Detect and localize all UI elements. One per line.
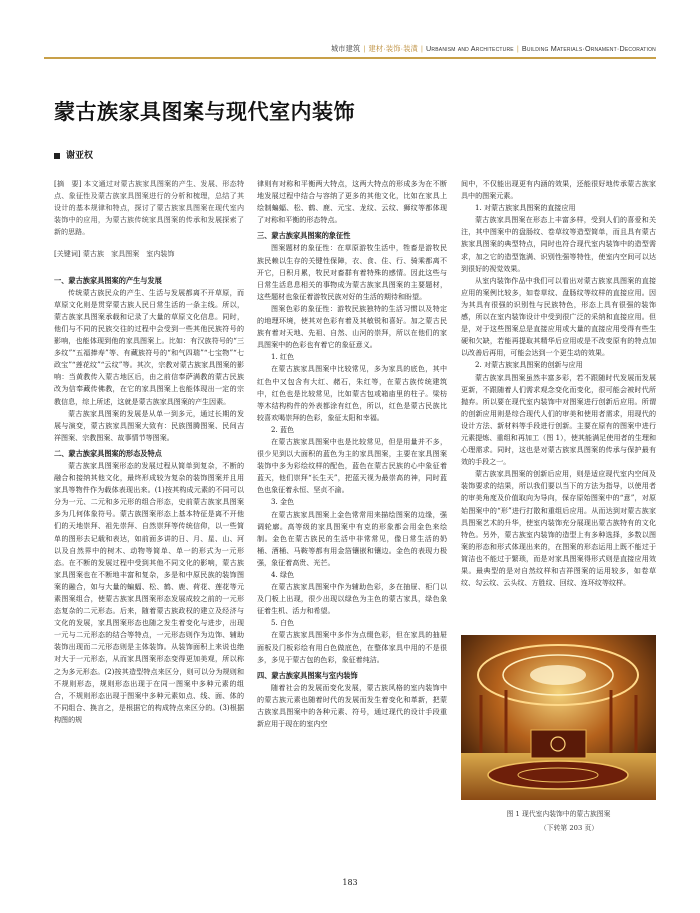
interior-photo-illustration (461, 635, 656, 800)
keywords: [关键词] 蒙古族 家具图案 室内装饰 (54, 249, 175, 259)
paragraph: 间中，不仅能出现更有内涵的效果，还能很好地传承蒙古族家具中的图案元素。 (461, 179, 656, 201)
paragraph: 传统蒙古族民众的产生、生活与发展都离不开草原，而草原文化则是贯穿蒙古族人民日常生活的一条主线。所以，蒙古族家具图案承载和记录了大量的草原文化信息。同时，他们与不同的民族交往的过程中会受到一些其他民族符号的影响，也能体现到他的家具图案上。比如：有汉族符号的“三多纹”“五福捧寿”等、有藏族符号的“和气四瑞”“七宝物”“七政宝”“莲花纹”“云纹”等。其次，宗教对蒙古族家具图案的影响：当黄教传入蒙古地区后，由之前信奉萨满教的蒙古民族改为信奉藏传佛教，在它的家具图案上也能体现出一定的宗教信息，综上所述，这就是蒙古族家具图案的产生因素。 (54, 287, 244, 406)
paragraph: 蒙古族家具图案的创新后应用，则是适应现代室内空间及装饰要求的结果，所以我们要以当下的方法为指导，以使用者的审美角度及价值取向为导向，保存原始图案中的“意”，对原始图案中的“形”进行打散和重组后应用。从而达到对蒙古族家具图案艺术的升华，使室内装饰充分展现出蒙古族特有的文化特色。另外，蒙古族室内装饰的造型上有多种选择，多数以图案的形态和形式体现出来的，在图案的形态运用上既不能过于简洁也不能过于繁琐，而是对家具图案得形式则是直接应用效果。最典型的是对自然纹样和吉祥图案的运用较多，如卷草纹、勾云纹、云头纹、方胜纹、回纹、连环纹等纹样。 (461, 469, 656, 588)
subheading-gold: 3. 金色 (271, 497, 295, 507)
author-name: 谢亚权 (66, 151, 94, 161)
header-section: 城市建筑 (330, 44, 361, 53)
subheading-green: 4. 绿色 (271, 570, 295, 579)
subheading-red: 1. 红色 (271, 352, 295, 362)
header-english-1: Urbanism and Architecture (426, 44, 514, 53)
paragraph: 图案题材的象征性：在草原游牧生活中，牲畜是游牧民族民赖以生存的关键性保障，衣、食、住、行、骑乘都离不开它，日积月累，牧民对畜群有着特殊的感情。因此这些与日常生活息息相关的事物成为蒙古族家具图案的主要题材，这些题材也象征着游牧民族对好的生活的期待和盼望。 (257, 243, 447, 301)
header-separator: | (420, 44, 424, 53)
continued-note: （下转第 203 页） (540, 824, 599, 832)
paragraph: 图案色彩的象征性：游牧民族独特的生活习惯以及特定的地理环境，使其对色彩有着及其敏锐和喜好。加之蒙古民族有着对天地、先祖、自然、山河的崇拜，所以在他们的家具图案中的色彩也有着它的象征意义。 (257, 303, 447, 350)
header-rule (44, 57, 656, 59)
author-line (54, 148, 93, 161)
header-separator: | (516, 44, 519, 53)
paragraph: 蒙古族家具图案的发展是从单一到多元，通过长期的发展与演变，蒙古族家具图案大致有：民族图腾图案、民间吉祥图案、宗教图案、故事情节等图案。 (54, 408, 244, 442)
column-2 (257, 178, 447, 730)
running-header (150, 44, 656, 54)
paragraph: 随着社会的发展而变化发展，蒙古族风格的室内装饰中的蒙古族元素也随着时代的发展而发生着变化和革新，把蒙古族家具图案中的各种元素、符号，通过现代的设计手段重新应用于现在的室内空 (257, 682, 447, 729)
section-heading-2: 二、蒙古族家具图案的形态及特点 (54, 448, 162, 458)
column-1 (54, 178, 244, 726)
paragraph: 蒙古族家具图案形态的发展过程从简单到复杂，不断的融合和接纳其他文化，最终形成较为复杂的装饰图案并且用家具等物件作为载体表现出来。(1)按其构成元素的不同可以分为一元、二元和多元形的组合形态，史前蒙古族家具图案多为几何体象符号。蒙古族图案形态上基本特征是离不开他们的天地崇拜、祖先崇拜、自然崇拜等传统信仰，以一些简单的图形去记载和表达，如前面多讲的日、月、星、山、河以及自然界中的树木、动物等简单、单一的形式为一元形态。在不断的发展过程中受到其他不同文化的影响，蒙古族家具图案也在不断地丰富和复杂，多是和中原民族的装饰图案的融合，如与大量的蝙蝠、松、鹤、鹿、荷花、莲花等元素图案组合，使蒙古族家具图案形态发展成较之前的一元形态复杂的二元形态。后来，随着蒙古族政权的建立及经济与文化的发展，家具图案形态也随之发生着变化与进步，出现一元与二元形态的结合等特点，一元形态则作为边饰、辅助装饰出现而二元形态则是主体装饰。从装饰面积上来说也绝对大于一元形态，从而家具图案形态变得更加美观，所以称之为多元形态。(2)按其造型特点来区分，则可以分为规则和不规则形态，规则形态出现于在同一图案中多种元素的组合，不规则形态出现于图案中多种元素如点、线、面、体的不同组合、换言之，是根据它的构成特点来区分的。(3)根据构图的规 (54, 460, 244, 724)
paragraph: 在蒙古族家具图案中作为辅助色彩，多在抽屉、柜门以及门板上出现，很少出现以绿色为主色的蒙古家具，绿色象征着生机、活力和希望。 (257, 582, 447, 616)
paragraph: 律则有对称和平衡两大特点，这两大特点的形成多为在不断地发展过程中结合与容纳了更多的其他文化，比如在家具上绘制蝙蝠、松、鹤、鹿、元宝、龙纹、云纹、狮纹等都体现了对称和平衡的形态特点。 (257, 179, 447, 225)
paragraph: 从室内装饰作品中我们可以看出对蒙古族家具图案的直接应用的案例比较多，如卷草纹、盘肠纹等纹样的直接应用。因为其具有很强的识别性与民族特色，形态上具有很强的装饰感，所以在室内装饰设计中受到很广泛的采纳和直接应用。但是，对于这些图案总是直接应用或大量的直接应用受得有些生硬和欠缺，若能再提取其精华后应用或是不改变原有的特点加以改善后再用，可能会达到一个更生动的效果。 (461, 275, 656, 358)
subheading-white: 5. 白色 (271, 618, 295, 628)
article-title: 蒙古族家具图案与现代室内装饰 (54, 100, 355, 124)
paragraph: 在蒙古族家具图案中也是比较常见，但是用量并不多，很少见到以大面积的蓝色为主的家具图案，主要在家具图案装饰中多为彩绘纹样的配色，蓝色在蒙古民族的心中象征着蓝天，他们崇拜“长生天”，把蓝天视为最崇高的神，同时蓝色也象征着永恒、坚贞不渝。 (257, 436, 447, 495)
header-separator: | (363, 44, 366, 53)
header-english-2: Building Materials·Ornament·Decoration (521, 44, 656, 53)
subheading-blue: 2. 蓝色 (271, 424, 295, 434)
interior-photo (461, 635, 656, 800)
author-bullet (54, 153, 60, 159)
section-heading-4: 四、蒙古族家具图案与室内装饰 (257, 670, 358, 680)
abstract: [摘 要] 本文通过对蒙古族家具图案的产生、发展、形态特点、象征性及蒙古族家具图案进行的分析和梳理，总结了其设计的基本规律和特点，探讨了蒙古族家具图案在现代室内装饰中的应用，为蒙古族传统家具图案的传承和发展探索了新的思路。 (54, 179, 244, 237)
subheading-direct-application: 1. 对蒙古族家具图案的直接应用 (475, 203, 576, 213)
section-heading-3: 三、蒙古族家具图案的象征性 (257, 231, 351, 241)
subheading-innovation: 2. 对蒙古族家具图案的创新与应用 (475, 360, 583, 370)
section-heading-1: 一、蒙古族家具图案的产生与发展 (54, 275, 162, 285)
figure-caption: 图 1 现代室内装饰中的蒙古族图案 (506, 810, 611, 818)
paragraph: 在蒙古族家具图案上金色常常用来描绘图案的边缘，强调轮廓。高等级的家具图案中有克的形象都会用金色来绘制。金色在蒙古族民的生活中非常常见，像日常生活的奶桶、酒桶、马鞍等都有用金箔镶嵌和镶边。金色的表现力极强，象征着高贵、光芒。 (257, 509, 447, 567)
header-category: 建材·装饰·装潢 (368, 44, 418, 53)
paragraph: 在蒙古族家具图案中多作为点缀色彩，但在家具的抽屉面板及门板彩绘有用白色做底色，在整体家具中用的不是很多，多见于蒙古包的色彩，象征着纯洁。 (257, 630, 447, 664)
paragraph: 蒙古族家具图案在形态上丰富多样，受到人们的喜爱和关注，其中图案中的盘肠纹、卷草纹等造型简单，而且具有蒙古族家具图案的典型特点，同时也符合现代室内装饰中的造型需求，加之它的造型饱满、识别性强等特性，使室内空间可以达到很好的视觉效果。 (461, 215, 656, 273)
column-3 (461, 178, 656, 589)
paragraph: 在蒙古族家具图案中比较常见，多为家具的底色，其中红色中又包含有大红、赭石，朱红等，在蒙古族传统建筑中，红色也是比较常见，比如蒙古包或箱庙里的柱子。梁枋等木结构构件的外表都涂有红色，所以，红色是蒙古民族比较喜欢喝崇拜的色彩，象征太阳和幸福。 (257, 364, 447, 422)
paragraph: 蒙古族家具图案虽然丰富多彩，若不跟随时代发展而发展更新，不跟随着人们需求观念变化而变化，很可能会被时代所抛弃。所以要在现代室内装饰中对图案进行创新后应用。所谓的创新应用则是综合现代人们的审美和使用者需求，用现代的设计方法、新材料等手段进行创新。主要在原有的图案中进行元素提炼、重组和再加工（图 1），使其能满足使用者的生理和心理需求。同时，这也是对蒙古族家具图案的传承与保护最有效的手段之一。 (461, 372, 656, 467)
page-number: 183 (342, 878, 358, 887)
